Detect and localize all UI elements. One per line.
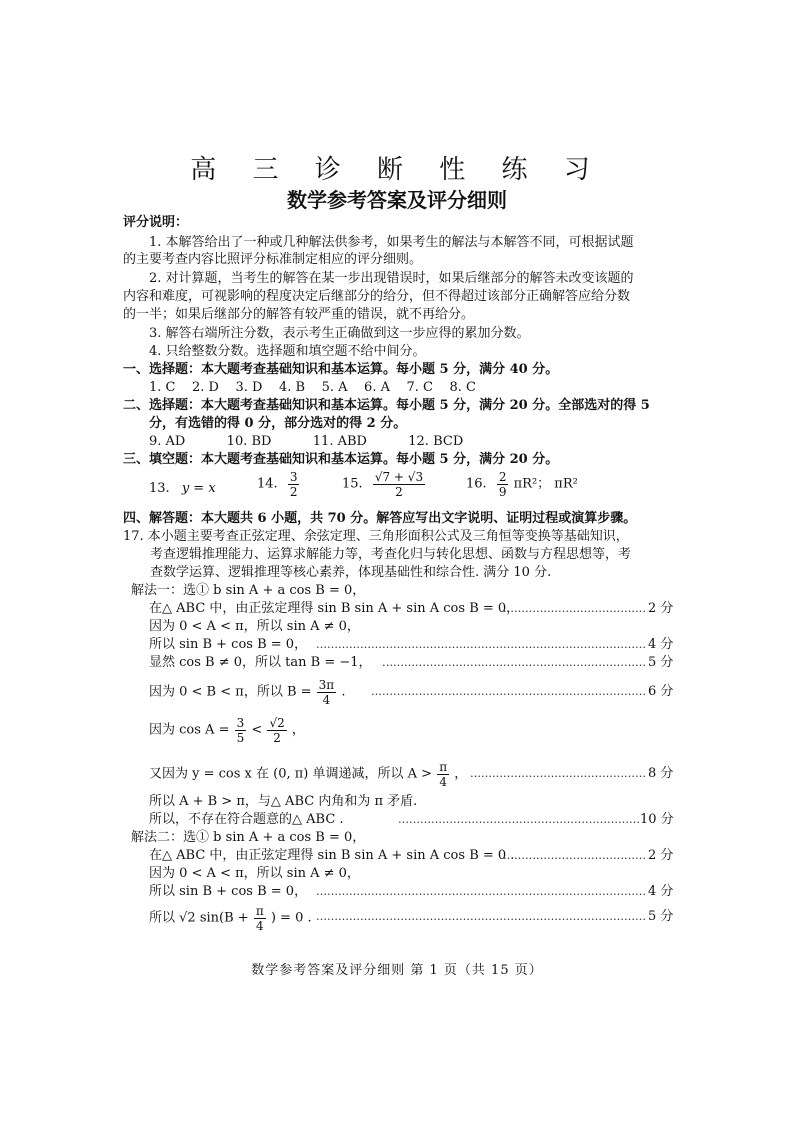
answer-14-fraction xyxy=(288,470,300,499)
section-2-heading-line-2: 分，有选错的得 0 分，部分选对的得 2 分。 xyxy=(149,416,407,431)
section-1-answers: 1. C 2. D 3. D 4. B 5. A 6. A 7. C 8. C xyxy=(149,380,477,395)
q17-m1-line-4: 显然 cos B ≠ 0，所以 tan B = −1， xyxy=(149,655,372,670)
score-mark: 6 分 xyxy=(648,684,674,699)
fraction-denominator: 4 xyxy=(255,919,264,933)
answer-16-numerator: 2 xyxy=(498,470,507,484)
fraction-numerator: 3π xyxy=(318,678,335,692)
fraction-numerator: π xyxy=(255,904,264,918)
fraction-numerator: π xyxy=(439,760,448,774)
answer-15-label: 15. xyxy=(342,476,363,492)
q17-m1-line-8: 所以 A + B > π，与△ ABC 内角和为 π 矛盾. xyxy=(149,794,418,809)
section-3-heading: 三、填空题：本大题考查基础知识和基本运算。每小题 5 分，满分 20 分。 xyxy=(123,452,559,467)
leader-dots: ……………………………………………………………………………… xyxy=(316,885,646,898)
q17-m1-line-6-text: 因为 cos A = xyxy=(149,722,230,738)
answer-16-tail: πR²； πR² xyxy=(513,476,578,492)
note-2-line-2: 内容和难度，可视影响的程度决定后继部分的给分，但不得超过该部分正确解答应给分数 xyxy=(123,289,631,304)
section-4-heading: 四、解答题：本大题共 6 小题，共 70 分。解答应写出文字说明、证明过程或演算步骤。 xyxy=(123,511,637,526)
answer-16-denominator: 9 xyxy=(498,485,507,499)
q17-m2-line-3: 所以 sin B + cos B = 0， xyxy=(149,884,308,899)
leader-dots: ……………………………………………………………………………… xyxy=(316,910,646,923)
q17-m2-line-4-end: ) = 0 . xyxy=(270,910,312,926)
note-2-line-3: 的一半；如果后继部分的解答有较严重的错误，就不再给分。 xyxy=(123,307,475,322)
score-mark: 2 分 xyxy=(648,848,674,863)
three-fifths-fraction xyxy=(235,716,247,745)
fraction-denominator: 5 xyxy=(236,731,245,745)
note-2-line-1: 2. 对计算题，当考生的解答在某一步出现错误时，如果后继部分的解答未改变该题的 xyxy=(149,271,634,286)
leader-dots: ……………………………………………………………… xyxy=(382,656,646,669)
score-mark: 5 分 xyxy=(648,655,674,670)
answer-15-fraction xyxy=(373,470,425,499)
q17-m1-line-7-end: ， xyxy=(454,766,468,782)
q17-m1-line-6 xyxy=(149,716,305,745)
page-subtitle: 数学参考答案及评分细则 xyxy=(287,188,507,212)
q17-method-2-heading: 解法二：选① b sin A + a cos B = 0， xyxy=(131,830,366,845)
answer-14-numerator: 3 xyxy=(289,470,298,484)
q17-method-1-heading: 解法一：选① b sin A + a cos B = 0， xyxy=(131,583,366,598)
leader-dots: ………………………………… xyxy=(503,602,646,615)
q17-intro-line-2: 考查逻辑推理能力、运算求解能力等，考查化归与转化思想、函数与方程思想等，考 xyxy=(150,547,632,562)
fraction-numerator: √2 xyxy=(269,716,285,730)
three-pi-over-four-fraction xyxy=(317,678,337,707)
answer-16 xyxy=(466,470,578,499)
page-footer: 数学参考答案及评分细则 第 1 页（共 15 页） xyxy=(251,963,543,978)
leader-dots: ………………………………………… xyxy=(470,767,646,780)
answer-16-label: 16. xyxy=(466,476,487,492)
q17-intro-line-1: 17. 本小题主要考查正弦定理、余弦定理、三角形面积公式及三角恒等变换等基础知识， xyxy=(123,529,629,544)
fraction-denominator: 4 xyxy=(322,693,331,707)
pi-over-four-fraction xyxy=(437,760,449,789)
q17-m1-line-2: 因为 0 < A < π，所以 sin A ≠ 0， xyxy=(149,619,360,634)
q17-m1-line-7-text: 又因为 y = cos x 在 (0, π) 单调递减，所以 A > xyxy=(149,766,433,782)
section-2-answers: 9. AD 10. BD 11. ABD 12. BCD xyxy=(149,434,464,449)
answer-13-value: y = x xyxy=(181,481,216,496)
section-2-heading-line-1: 二、选择题：本大题考查基础知识和基本运算。每小题 5 分，满分 20 分。全部选对的得 5 xyxy=(123,398,650,413)
note-3: 3. 解答右端所注分数，表示考生正确做到这一步应得的累加分数。 xyxy=(149,326,530,341)
answer-14-label: 14. xyxy=(257,476,278,492)
answer-13-label: 13. xyxy=(149,481,170,496)
q17-m2-line-2: 因为 0 < A < π，所以 sin A ≠ 0， xyxy=(149,866,360,881)
leader-dots: ……………………………………………………………………………… xyxy=(316,638,646,651)
q17-m1-line-3: 所以 sin B + cos B = 0， xyxy=(149,637,308,652)
note-1-line-1: 1. 本解答给出了一种或几种解法供参考，如果考生的解法与本解答不同，可根据试题 xyxy=(149,235,634,250)
section-1-heading: 一、选择题：本大题考查基础知识和基本运算。每小题 5 分，满分 40 分。 xyxy=(123,362,559,377)
root-two-over-two-fraction xyxy=(267,716,286,745)
note-4: 4. 只给整数分数。选择题和填空题不给中间分。 xyxy=(149,344,426,359)
answer-15-numerator: √7 + √3 xyxy=(374,470,424,484)
answer-14 xyxy=(257,470,300,499)
q17-m1-line-5-text: 因为 0 < B < π，所以 B = xyxy=(149,684,312,700)
q17-m2-line-4-text: 所以 √2 sin(B + xyxy=(149,910,249,926)
pi-over-four-fraction xyxy=(254,904,266,933)
q17-m1-line-6-end: ， xyxy=(291,722,305,738)
q17-intro-line-3: 查数学运算、逻辑推理等核心素养，体现基础性和综合性. 满分 10 分. xyxy=(150,565,552,580)
score-mark: 4 分 xyxy=(648,637,674,652)
q17-m1-line-1: 在△ ABC 中，由正弦定理得 sin B sin A + sin A cos B = 0， xyxy=(149,601,520,616)
leader-dots: ………………………………………………………… xyxy=(398,813,640,826)
q17-m1-line-5-end: . xyxy=(341,684,346,700)
fraction-denominator: 2 xyxy=(273,731,281,745)
score-mark: 4 分 xyxy=(648,884,674,899)
answer-16-fraction xyxy=(497,470,509,499)
fraction-numerator: 3 xyxy=(236,716,245,730)
score-mark: 10 分 xyxy=(640,812,674,827)
score-mark: 2 分 xyxy=(648,601,674,616)
score-mark: 5 分 xyxy=(648,909,674,924)
leader-dots: ………………………………………………………………… xyxy=(371,685,646,698)
q17-m1-line-5 xyxy=(149,678,345,707)
score-mark: 8 分 xyxy=(648,766,674,781)
q17-m2-line-1: 在△ ABC 中，由正弦定理得 sin B sin A + sin A cos B = 0 . xyxy=(149,848,515,863)
answer-15 xyxy=(342,470,426,499)
scoring-notes-heading: 评分说明： xyxy=(123,215,189,230)
answer-15-denominator: 2 xyxy=(395,485,403,499)
q17-m2-line-4 xyxy=(149,904,312,933)
page-title: 高 三 诊 断 性 练 习 xyxy=(190,155,604,185)
leader-dots: ………………………………… xyxy=(503,849,646,862)
q17-m1-line-9: 所以，不存在符合题意的△ ABC . xyxy=(149,812,344,827)
answer-14-denominator: 2 xyxy=(289,485,298,499)
note-1-line-2: 的主要考查内容比照评分标准制定相应的评分细则。 xyxy=(123,252,423,267)
fraction-denominator: 4 xyxy=(439,775,447,789)
q17-m1-line-7 xyxy=(149,760,467,789)
answer-13 xyxy=(149,475,216,503)
less-than-sign: < xyxy=(251,722,263,738)
